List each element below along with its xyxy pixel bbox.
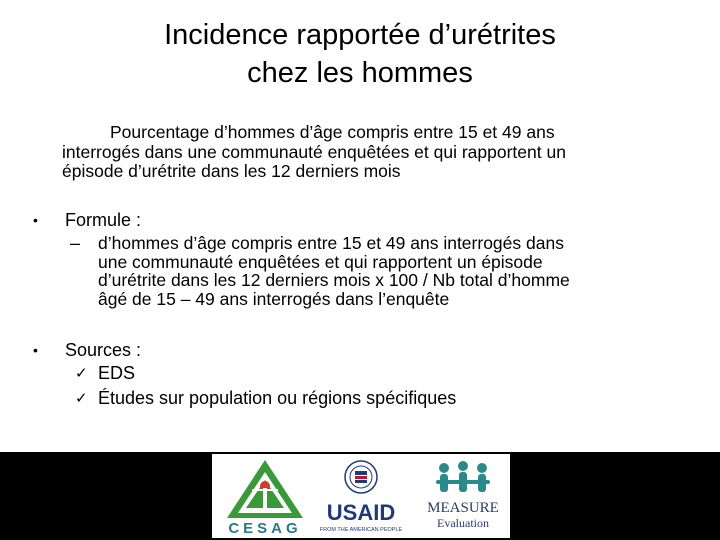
cesag-logo xyxy=(220,458,310,536)
definition-line-1: Pourcentage d’hommes d’âge compris entre 15 et 49 ans xyxy=(110,122,555,142)
usaid-tagline: FROM THE AMERICAN PEOPLE xyxy=(319,527,403,533)
sources-block xyxy=(30,339,456,411)
footer-bar xyxy=(0,452,720,540)
measure-wordmark: MEASURE xyxy=(427,500,499,516)
dash-icon: – xyxy=(70,233,81,253)
slide-title xyxy=(0,16,720,92)
source-item-label: Études sur population ou régions spécifiques xyxy=(98,388,457,408)
definition-line-2: interrogés dans une communauté enquêtées et qui rapportent un xyxy=(62,141,566,162)
measure-logo xyxy=(420,458,506,536)
formula-sub-item xyxy=(70,234,690,308)
sources-bullet xyxy=(30,339,456,361)
logo-panel xyxy=(212,454,510,538)
cesag-wordmark: CESAG xyxy=(228,520,302,536)
formula-text xyxy=(98,234,638,308)
usaid-wordmark: USAID xyxy=(326,500,396,525)
source-item xyxy=(75,361,456,386)
sources-label: Sources : xyxy=(65,340,142,360)
formula-line-4: âgé de 15 – 49 ans interrogés dans l’enquête xyxy=(98,288,450,309)
formula-line-2: une communauté enquêtées et qui rapportent un épisode xyxy=(98,251,543,272)
bullet-dot-icon: • xyxy=(33,342,38,358)
definition-line-3: épisode d’urétrite dans les 12 derniers mois xyxy=(62,161,401,181)
checkmark-icon: ✓ xyxy=(75,389,88,407)
definition-paragraph xyxy=(62,123,662,182)
usaid-logo xyxy=(317,458,405,536)
checkmark-icon: ✓ xyxy=(75,364,88,382)
bullet-dot-icon: • xyxy=(33,212,38,228)
source-item-label: EDS xyxy=(98,363,136,383)
formula-bullet xyxy=(30,209,690,231)
formula-block xyxy=(30,209,690,308)
title-line-1: Incidence rapportée d’urétrites xyxy=(164,19,556,51)
formula-label: Formule : xyxy=(65,210,142,230)
measure-subtitle: Evaluation xyxy=(437,516,489,530)
formula-line-3: d’urétrite dans les 12 derniers mois x 100 / Nb total d’homme xyxy=(98,270,570,290)
title-line-2: chez les hommes xyxy=(247,57,473,89)
source-item xyxy=(75,386,456,411)
formula-line-1: d’hommes d’âge compris entre 15 et 49 ans interrogés dans xyxy=(98,233,564,253)
